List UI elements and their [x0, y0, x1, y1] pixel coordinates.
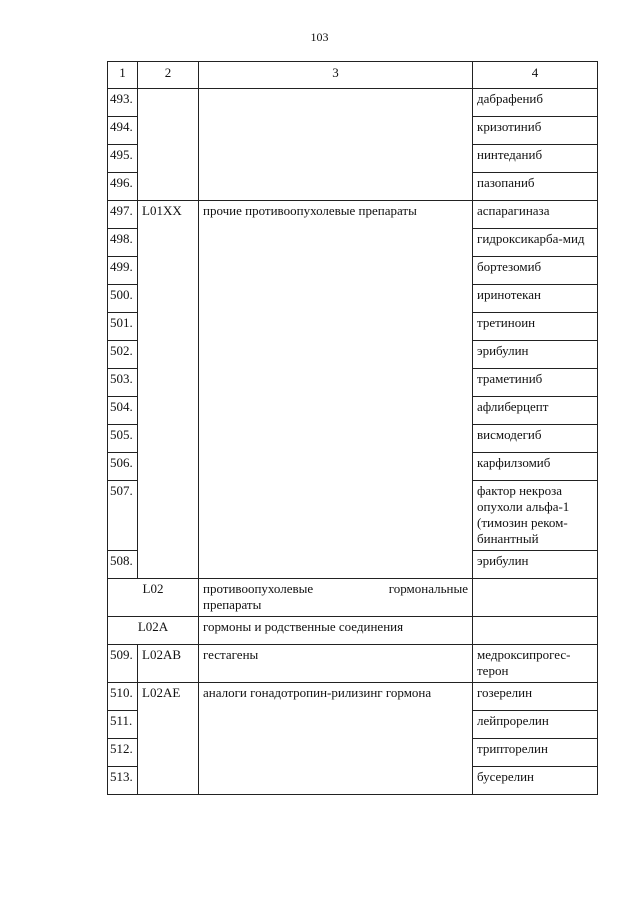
empty-cell	[473, 617, 598, 645]
drug-table	[107, 61, 598, 795]
section-description	[199, 579, 473, 617]
section-description-part: препараты	[203, 597, 262, 612]
table-row	[108, 645, 598, 683]
section-description-part: противоопухолевые	[203, 581, 314, 596]
drug-name: кризотиниб	[473, 117, 598, 145]
drug-name: эрибулин	[473, 551, 598, 579]
description-cell: прочие противоопухолевые препараты	[199, 201, 473, 579]
table-header-row	[108, 62, 598, 89]
section-code: L02	[108, 579, 199, 617]
description-cell: аналоги гонадотропин-рилизинг гормона	[199, 683, 473, 795]
row-number: 502.	[108, 341, 138, 369]
row-number: 510.	[108, 683, 138, 711]
row-number: 512.	[108, 739, 138, 767]
row-number: 497.	[108, 201, 138, 229]
row-number: 509.	[108, 645, 138, 683]
row-number: 501.	[108, 313, 138, 341]
atc-code-cell	[138, 89, 199, 201]
section-description-part: гормональные	[388, 581, 468, 596]
atc-code-cell: L02AE	[138, 683, 199, 795]
description-cell	[199, 89, 473, 201]
header-col-2: 2	[138, 62, 199, 89]
section-description: гормоны и родственные соединения	[199, 617, 473, 645]
atc-code-cell: L01XX	[138, 201, 199, 579]
drug-name: эрибулин	[473, 341, 598, 369]
drug-name: нинтеданиб	[473, 145, 598, 173]
row-number: 499.	[108, 257, 138, 285]
header-col-1: 1	[108, 62, 138, 89]
drug-name: афлиберцепт	[473, 397, 598, 425]
atc-code-cell: L02AB	[138, 645, 199, 683]
drug-name: дабрафениб	[473, 89, 598, 117]
row-number: 513.	[108, 767, 138, 795]
row-number: 506.	[108, 453, 138, 481]
drug-name: траметиниб	[473, 369, 598, 397]
drug-name: иринотекан	[473, 285, 598, 313]
section-code: L02A	[108, 617, 199, 645]
page-number: 103	[310, 30, 329, 44]
drug-name: медроксипрогес-терон	[473, 645, 598, 683]
section-row	[108, 617, 598, 645]
row-number: 496.	[108, 173, 138, 201]
drug-name: третиноин	[473, 313, 598, 341]
drug-name: лейпрорелин	[473, 711, 598, 739]
row-number: 495.	[108, 145, 138, 173]
table-row	[108, 201, 598, 229]
row-number: 504.	[108, 397, 138, 425]
drug-name: гидроксикарба-мид	[473, 229, 598, 257]
row-number: 508.	[108, 551, 138, 579]
drug-name: гозерелин	[473, 683, 598, 711]
drug-name: пазопаниб	[473, 173, 598, 201]
row-number: 503.	[108, 369, 138, 397]
description-cell: гестагены	[199, 645, 473, 683]
row-number: 507.	[108, 481, 138, 551]
header-col-3: 3	[199, 62, 473, 89]
table-row	[108, 683, 598, 711]
drug-name: висмодегиб	[473, 425, 598, 453]
drug-name: фактор некроза опухоли альфа-1 (тимозин реком-бинантный	[473, 481, 598, 551]
drug-name: бортезомиб	[473, 257, 598, 285]
drug-name: бусерелин	[473, 767, 598, 795]
row-number: 498.	[108, 229, 138, 257]
table-row	[108, 89, 598, 117]
drug-name: карфилзомиб	[473, 453, 598, 481]
row-number: 500.	[108, 285, 138, 313]
row-number: 493.	[108, 89, 138, 117]
drug-name: трипторелин	[473, 739, 598, 767]
row-number: 494.	[108, 117, 138, 145]
row-number: 505.	[108, 425, 138, 453]
empty-cell	[473, 579, 598, 617]
row-number: 511.	[108, 711, 138, 739]
section-row	[108, 579, 598, 617]
drug-name: аспарагиназа	[473, 201, 598, 229]
header-col-4: 4	[473, 62, 598, 89]
